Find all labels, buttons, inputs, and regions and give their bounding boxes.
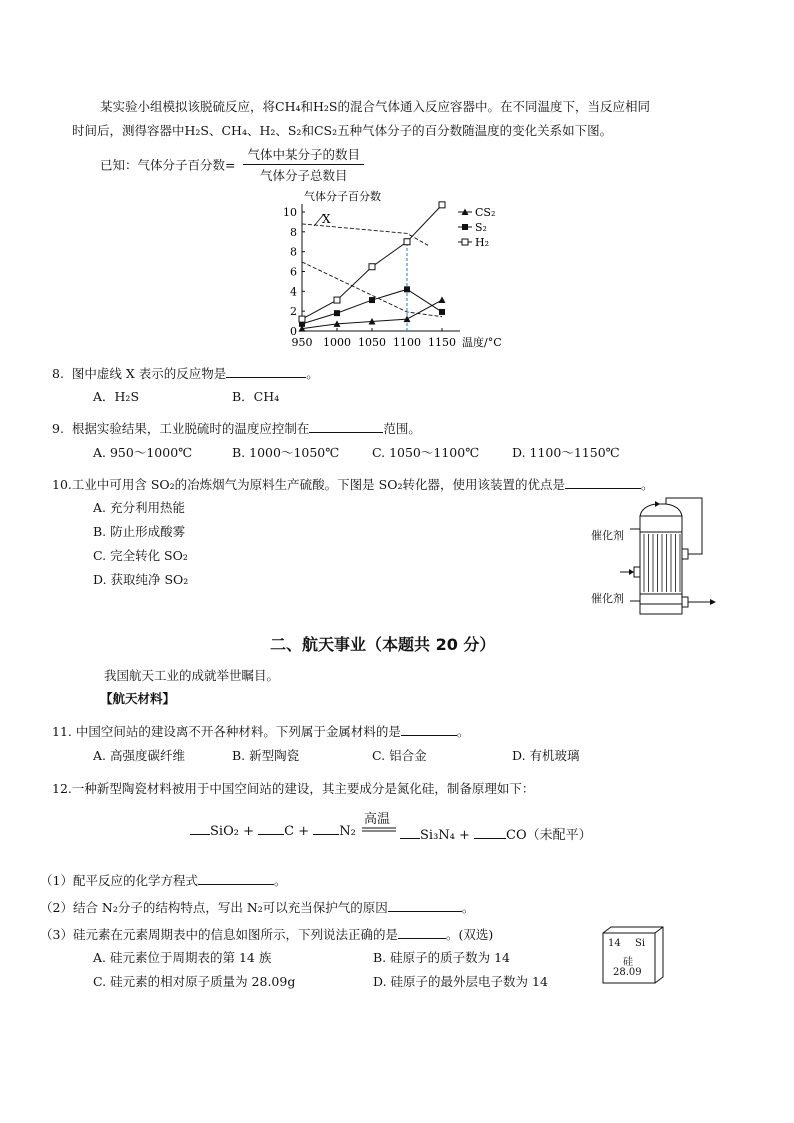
chemical-equation: [190, 824, 356, 839]
y-tick-label: 4: [290, 285, 297, 299]
question-8: [52, 364, 319, 382]
coef-blank-1[interactable]: [190, 834, 210, 835]
q11-option-d[interactable]: D. 有机玻璃: [512, 748, 580, 763]
converter-tubes: [644, 534, 680, 592]
q10-number: 10.: [52, 477, 72, 492]
data-point: [299, 316, 305, 322]
q12-part-3: [40, 925, 493, 943]
percent-fraction: [243, 145, 364, 184]
x-tick-label: 1050: [358, 336, 386, 349]
eq-term-n2: N₂: [339, 824, 356, 839]
reaction-condition: 高温: [364, 812, 391, 827]
chart-legend: [458, 206, 495, 249]
coef-blank-2[interactable]: [258, 834, 284, 835]
q9-end: 范围。: [383, 421, 421, 436]
q11-option-c[interactable]: C. 铝合金: [372, 748, 427, 763]
q10-text: 工业中可用含 SO₂的冶炼烟气为原料生产硫酸。下图是 SO₂转化器，使用该装置的优点是: [71, 477, 565, 492]
q9-text: 根据实验结果，工业脱硫时的温度应控制在: [71, 421, 310, 436]
coef-blank-5[interactable]: [474, 838, 506, 839]
gas-percentage-chart: [280, 188, 520, 350]
eq-term-si3n4: Si₃N₄ +: [420, 828, 470, 843]
data-point: [369, 297, 375, 303]
q12-p2-text: （2）结合 N₂分子的结构特点，写出 N₂可以充当保护气的原因: [40, 900, 388, 915]
q11-number: 11.: [52, 724, 72, 739]
q8-text: 图中虚线 X 表示的反应物是: [71, 366, 227, 381]
y-tick-label: 8: [290, 225, 297, 239]
y-tick-label: 6: [290, 265, 297, 279]
q11-option-a[interactable]: A. 高强度碳纤维: [93, 748, 185, 763]
element-name: 硅: [623, 957, 633, 968]
q10-option-b[interactable]: B. 防止形成酸雾: [93, 524, 186, 539]
inlet-port: [634, 567, 640, 577]
q12-part-1: [40, 871, 286, 889]
outlet-port: [682, 597, 688, 607]
chemical-equation-products: [400, 824, 592, 843]
y-tick-label: 8: [290, 245, 297, 259]
q12-p1-text: （1）配平反应的化学方程式: [40, 873, 198, 888]
legend-marker: [462, 239, 468, 245]
q11-text: 中国空间站的建设离不开各种材料。下列属于金属材料的是: [75, 724, 401, 739]
element-mass: 28.09: [613, 967, 642, 978]
q8-option-b[interactable]: B．CH₄: [232, 389, 280, 404]
data-point: [404, 239, 410, 245]
q10-option-a[interactable]: A. 充分利用热能: [93, 500, 185, 515]
x-tick-label: 950: [291, 336, 313, 349]
q12-p3-blank[interactable]: [398, 938, 446, 939]
y-tick-label: 2: [290, 305, 297, 319]
data-point: [334, 310, 340, 316]
q12-option-b[interactable]: B. 硅原子的质子数为 14: [373, 950, 511, 965]
coef-blank-4[interactable]: [400, 838, 420, 839]
data-point: [369, 264, 375, 270]
data-series: [299, 202, 446, 332]
known-prefix: 已知：气体分子百分数=: [100, 157, 236, 173]
section-2-intro: 我国航天工业的成就举世瞩目。: [104, 668, 280, 683]
legend-label: S₂: [475, 221, 487, 234]
q12-part-2: [40, 898, 474, 916]
q11-option-b[interactable]: B. 新型陶瓷: [232, 748, 300, 763]
legend-label: H₂: [475, 236, 490, 249]
fraction-numerator: 气体中某分子的数目: [243, 145, 364, 165]
data-point: [439, 309, 445, 315]
q10-option-d[interactable]: D. 获取纯净 SO₂: [93, 572, 189, 587]
recycle-pipe: [656, 498, 702, 554]
catalyst-label-bottom: 催化剂: [591, 592, 624, 605]
q10-answer-blank[interactable]: [565, 488, 641, 489]
y-axis-label: 气体分子百分数: [304, 190, 381, 203]
double-line-arrow: [362, 826, 398, 834]
x-line-label: X: [322, 212, 331, 226]
q9-answer-blank[interactable]: [309, 432, 383, 433]
converter-dome: [640, 504, 682, 516]
q12-p3-end: 。(双选): [445, 927, 494, 942]
element-symbol: Si: [635, 938, 646, 949]
coef-blank-3[interactable]: [313, 834, 339, 835]
q11-end: 。: [456, 724, 470, 739]
q9-option-b[interactable]: B. 1000～1050℃: [232, 445, 340, 460]
data-point: [439, 202, 445, 208]
q8-number: 8.: [52, 366, 64, 381]
question-12: [52, 779, 534, 797]
q12-p1-end: 。: [273, 873, 287, 888]
q12-p1-blank[interactable]: [198, 884, 274, 885]
q9-option-c[interactable]: C. 1050～1100℃: [372, 445, 480, 460]
intro-line-2: 时间后，测得容器中H₂S、CH₄、H₂、S₂和CS₂五种气体分子的百分数随温度的变化关系如下图。: [72, 123, 613, 138]
q8-option-a[interactable]: A．H₂S: [93, 389, 140, 404]
side-port: [682, 549, 688, 559]
q9-option-a[interactable]: A. 950～1000℃: [93, 445, 193, 460]
eq-term-sio2: SiO₂ +: [210, 824, 254, 839]
q10-option-c[interactable]: C. 完全转化 SO₂: [93, 548, 188, 563]
known-definition: [100, 145, 364, 184]
y-tick-label: 10: [283, 206, 297, 219]
q12-option-c[interactable]: C. 硅元素的相对原子质量为 28.09g: [93, 974, 296, 989]
q9-option-d[interactable]: D. 1100～1150℃: [512, 445, 620, 460]
catalyst-label-top: 催化剂: [591, 529, 624, 542]
q9-number: 9.: [52, 421, 64, 436]
x-axis-label: 温度/°C: [462, 336, 502, 349]
legend-marker: [462, 224, 468, 230]
q12-p2-blank[interactable]: [388, 911, 462, 912]
x-tick-label: 1100: [393, 336, 421, 349]
q12-p3-text: （3）硅元素在元素周期表中的信息如图所示，下列说法正确的是: [40, 927, 398, 942]
question-9: [52, 419, 421, 437]
y-tick-label: 0: [290, 325, 297, 338]
fraction-denominator: 气体分子总数目: [259, 168, 348, 183]
q12-option-d[interactable]: D. 硅原子的最外层电子数为 14: [373, 974, 548, 989]
eq-term-co: CO（未配平）: [506, 828, 592, 843]
subsection-heading: 【航天材料】: [100, 691, 176, 706]
data-point: [404, 286, 410, 292]
section-2-title: 二、航天事业（本题共 20 分）: [270, 635, 496, 654]
element-number: 14: [608, 938, 621, 949]
q12-text: 一种新型陶瓷材料被用于中国空间站的建设，其主要成分是氮化硅，制备原理如下：: [71, 781, 535, 796]
intro-line-1: 某实验小组模拟该脱硫反应，将CH₄和H₂S的混合气体通入反应容器中。在不同温度下，当反应相同: [100, 99, 650, 114]
q8-end: 。: [306, 366, 319, 381]
question-10: [52, 475, 654, 493]
data-point: [334, 297, 340, 303]
q10-end: 。: [640, 477, 654, 492]
legend-label: CS₂: [475, 206, 496, 219]
q12-option-a[interactable]: A. 硅元素位于周期表的第 14 族: [93, 950, 272, 965]
q12-number: 12.: [52, 781, 72, 796]
x-tick-label: 1150: [428, 336, 456, 349]
q11-answer-blank[interactable]: [401, 735, 457, 736]
data-point: [439, 297, 446, 304]
q8-answer-blank[interactable]: [226, 377, 306, 378]
eq-term-c: C +: [284, 824, 310, 839]
question-11: [52, 722, 469, 740]
x-tick-label: 1000: [323, 336, 351, 349]
q12-p2-end: 。: [461, 900, 475, 915]
so2-converter-diagram: [620, 494, 725, 620]
